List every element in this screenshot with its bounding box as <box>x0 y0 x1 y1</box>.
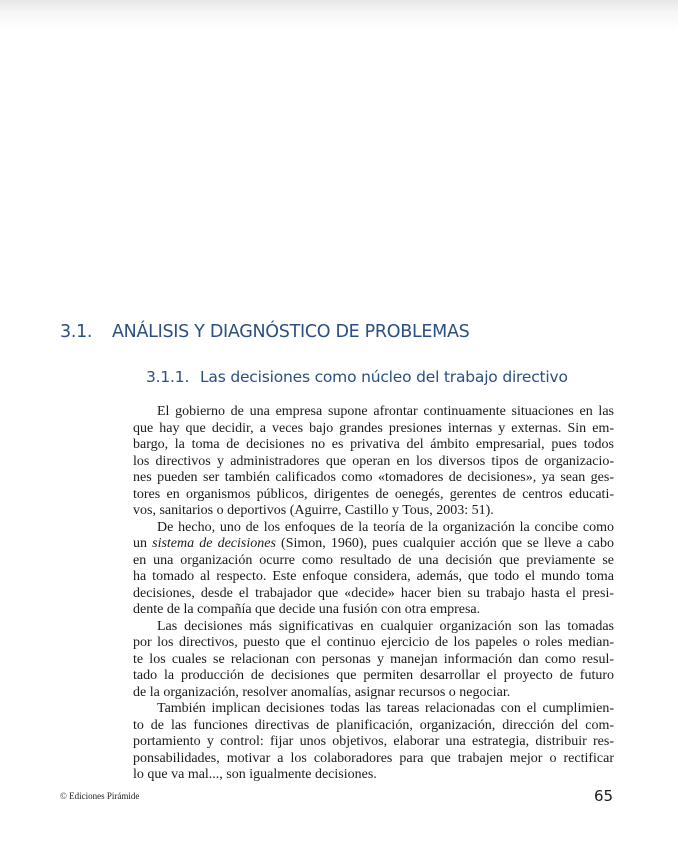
subsection-title: Las decisiones como núcleo del trabajo directivo <box>200 368 568 386</box>
text-line: tores en organismos públicos, dirigentes de oenegés, gerentes de centros educati- <box>133 486 614 502</box>
text-line: Las decisiones más significativas en cualquier organización son las tomadas <box>157 618 614 634</box>
text-line: dente de la compañía que decide una fusión con otra empresa. <box>133 602 481 617</box>
text-line: También implican decisiones todas las tareas relacionadas con el cumplimien- <box>157 701 614 716</box>
page-number: 65 <box>594 787 614 805</box>
paragraph <box>133 404 614 520</box>
section-number: 3.1. <box>60 322 93 342</box>
paragraph <box>133 701 614 784</box>
text-line: en una organización ocurre como resultado de una decisión que previamente se <box>133 552 614 568</box>
text-line: tado la producción de decisiones que permiten desarrollar el proyecto de futuro <box>133 668 614 683</box>
paragraph <box>133 520 614 619</box>
text-line: los directivos y administradores que operan en los diversos tipos de organizacio- <box>133 453 614 469</box>
text-line: que hay que decidir, a veces bajo grandes presiones internas y externas. Sin em- <box>133 420 614 436</box>
paragraph <box>133 619 614 702</box>
text-line: vos, sanitarios o deportivos (Aguirre, Castillo y Tous, 2003: 51). <box>133 503 494 518</box>
text-line: ha tomado al respecto. Este enfoque considera, además, que todo el mundo toma <box>133 569 614 584</box>
italic-term: sistema de decisiones <box>152 536 276 551</box>
viewer-top-bar <box>0 0 678 30</box>
text-line: nes pueden ser también calificados como «tomadores de decisiones», ya sean ges- <box>133 470 614 485</box>
text-line: lo que va mal..., son igualmente decisiones. <box>133 767 377 782</box>
section-title: ANÁLISIS Y DIAGNÓSTICO DE PROBLEMAS <box>112 322 470 342</box>
text-line: decisiones, desde el trabajador que «decide» hacer bien su trabajo hasta el presi- <box>133 585 614 601</box>
subsection-heading <box>146 368 568 386</box>
text-line: por los directivos, puesto que el continuo ejercicio de los papeles o roles median- <box>133 635 614 650</box>
section-heading <box>60 322 469 342</box>
text-line: un sistema de decisiones (Simon, 1960), pues cualquier acción que se lleve a cabo <box>133 536 615 551</box>
text-line: De hecho, uno de los enfoques de la teoría de la organización la concibe como <box>157 519 614 535</box>
text-line: El gobierno de una empresa supone afrontar continuamente situaciones en las <box>157 404 614 419</box>
text-line: portamiento y control: fijar unos objetivos, elaborar una estrategia, distribuir res- <box>133 734 614 749</box>
text-line: te los cuales se relacionan con personas y manejan información dan como resul- <box>133 651 614 667</box>
subsection-number: 3.1.1. <box>146 368 190 386</box>
text-line: to de las funciones directivas de planificación, organización, dirección del com- <box>133 717 614 733</box>
text-line: bargo, la toma de decisiones no es privativa del ámbito empresarial, pues todos <box>133 437 614 452</box>
body-text <box>133 404 614 784</box>
text-line: de la organización, resolver anomalías, asignar recursos o negociar. <box>133 684 511 700</box>
publisher-credit: © Ediciones Pirámide <box>60 791 140 801</box>
text-line: ponsabilidades, motivar a los colaboradores para que trabajen mejor o rectificar <box>133 750 614 766</box>
